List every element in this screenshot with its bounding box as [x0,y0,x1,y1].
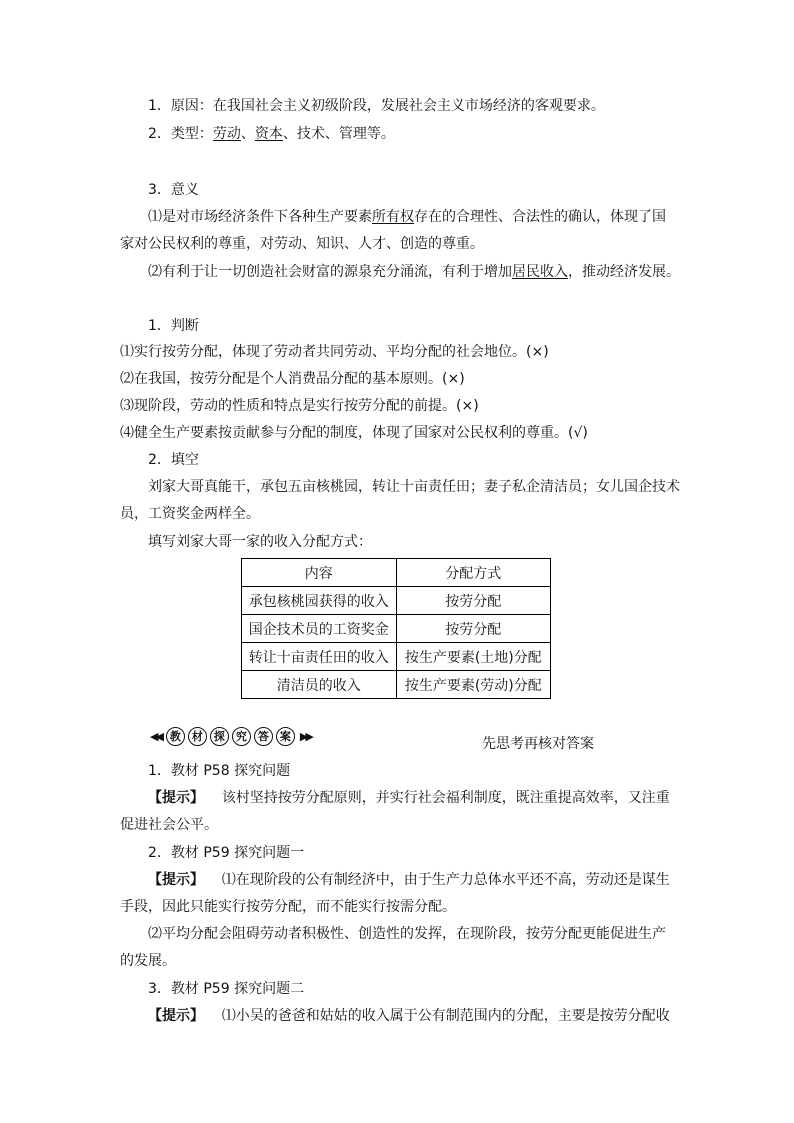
judge-item: ⑵在我国，按劳分配是个人消费品分配的基本原则。(×) [120,371,465,387]
table-cell: 按生产要素(劳动)分配 [396,671,550,699]
reason-line: 1．原因：在我国社会主义初级阶段，发展社会主义市场经济的客观要求。 [148,98,605,114]
table-header-cell: 内容 [242,559,397,587]
significance-p2: ⑵有利于让一切创造社会财富的源泉充分涌流，有利于增加居民收入，推动经济发展。 [148,264,680,280]
q2-answer-l1: 【提示】 ⑴在现阶段的公有制经济中，由于生产力总体水平还不高，劳动还是谋生 [148,872,670,888]
q3-answer-l1: 【提示】 ⑴小吴的爸爸和姑姑的收入属于公有制范围内的分配，主要是按劳分配收 [148,1008,670,1024]
underlined-labor: 劳动 [212,126,241,142]
q1-title: 1．教材 P58 探究问题 [148,763,291,779]
q3-title: 3．教材 P59 探究问题二 [148,981,305,997]
table-cell: 国企技术员的工资奖金 [242,615,397,643]
significance-p1: ⑴是对市场经济条件下各种生产要素所有权存在的合理性、合法性的确认，体现了国 [148,209,666,225]
fill-instruction: 填写刘家大哥一家的收入分配方式： [148,534,372,550]
q1-answer-l1: 【提示】 该村坚持按劳分配原则，并实行社会福利制度，既注重提高效率，又注重 [148,790,670,806]
table-row [242,643,551,671]
underlined-income: 居民收入 [512,264,568,280]
hint-label: 【提示】 [148,872,204,888]
table-cell: 按劳分配 [396,587,550,615]
types-line: 2．类型：劳动、资本、技术、管理等。 [148,126,395,142]
q2-answer-p2-l2: 的发展。 [120,953,176,969]
q2-answer-p2-l1: ⑵平均分配会阻碍劳动者积极性、创造性的发挥，在现阶段，按劳分配更能促进生产 [148,926,666,942]
table-row [242,587,551,615]
underlined-ownership: 所有权 [372,209,414,225]
right-arrows-icon: ▶▶ [299,729,311,743]
fill-para-l1: 刘家大哥真能干，承包五亩核桃园，转让十亩责任田；妻子私企清洁员；女儿国企技术 [148,479,680,495]
circled-char: 材 [188,727,207,746]
table-cell: 转让十亩责任田的收入 [242,643,397,671]
left-arrows-icon: ◀◀ [150,729,161,743]
income-distribution-table [241,558,551,699]
circled-char: 案 [276,727,295,746]
hint-label: 【提示】 [148,790,204,806]
hint-label: 【提示】 [148,1008,204,1024]
circled-char: 答 [254,727,273,746]
judge-item: ⑴实行按劳分配，体现了劳动者共同劳动、平均分配的社会地位。(×) [120,344,549,360]
judge-item: ⑷健全生产要素按贡献参与分配的制度，体现了国家对公民权利的尊重。(√) [120,425,588,441]
table-row [242,671,551,699]
significance-title: 3．意义 [148,182,199,198]
underlined-capital: 资本 [254,126,283,142]
circled-char: 教 [166,727,185,746]
q1-answer-l2: 促进社会公平。 [120,817,218,833]
judge-title: 1．判断 [148,318,199,334]
table-header-cell: 分配方式 [396,559,550,587]
q2-answer-l2: 手段，因此只能实行按劳分配，而不能实行按需分配。 [120,899,456,915]
circled-char: 究 [232,727,251,746]
table-header-row [242,559,551,587]
table-cell: 按劳分配 [396,615,550,643]
table-cell: 承包核桃园获得的收入 [242,587,397,615]
fill-para-l2: 员，工资奖金两样全。 [120,506,260,522]
significance-p1-cont: 家对公民权利的尊重，对劳动、知识、人才、创造的尊重。 [120,236,484,252]
think-first-note: 先思考再核对答案 [482,736,594,752]
fill-title: 2．填空 [148,452,199,468]
table-row [242,615,551,643]
table-cell: 按生产要素(土地)分配 [396,643,550,671]
judge-item: ⑶现阶段，劳动的性质和特点是实行按劳分配的前提。(×) [120,398,479,414]
circled-char: 探 [210,727,229,746]
q2-title: 2．教材 P59 探究问题一 [148,845,305,861]
table-cell: 清洁员的收入 [242,671,397,699]
textbook-answers-banner [147,726,314,746]
